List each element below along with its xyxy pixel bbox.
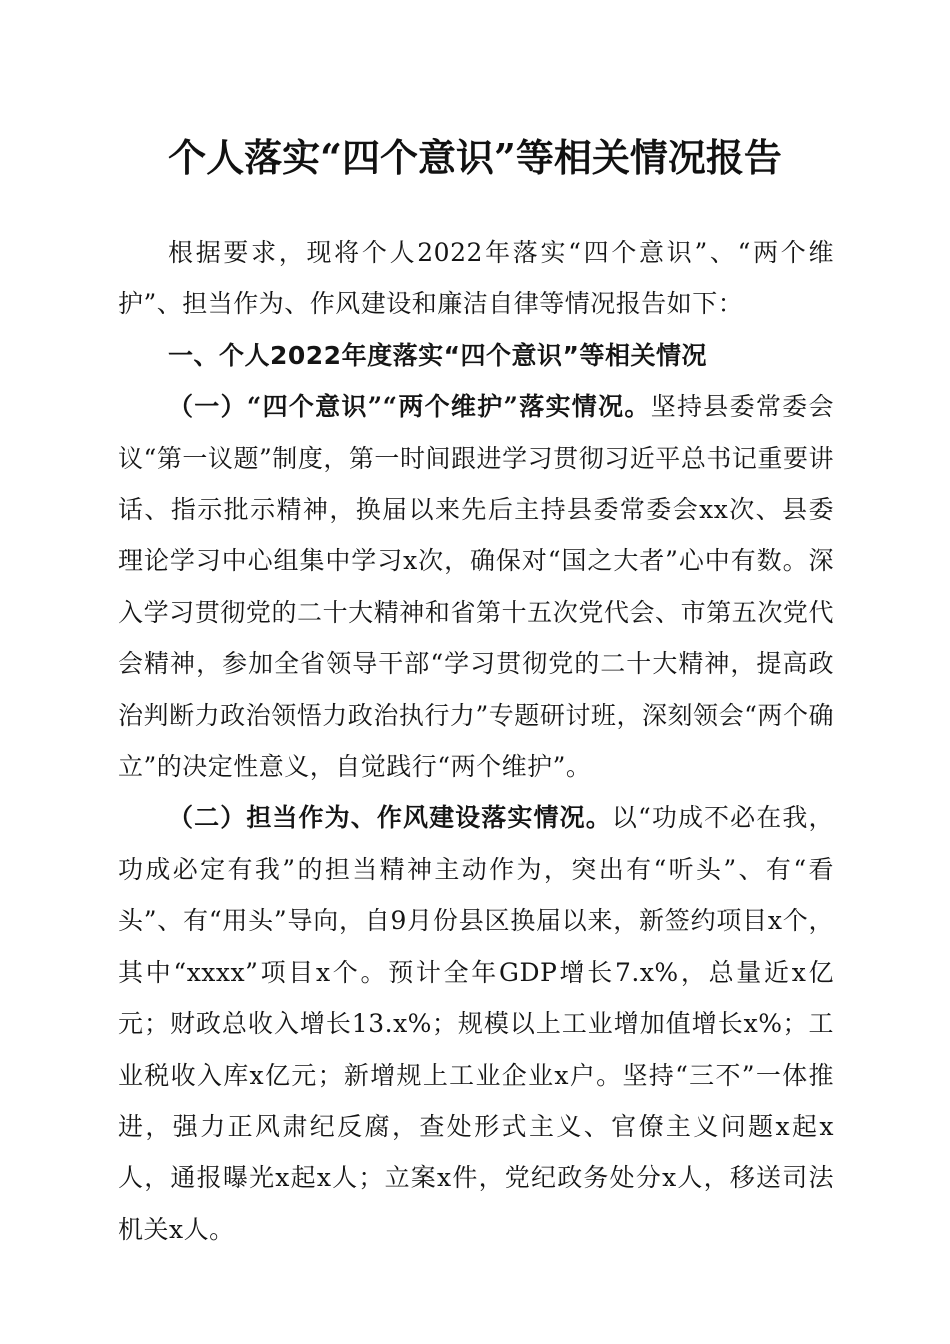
- paragraph-1: [118, 381, 834, 792]
- paragraph-2-lead: （二）担当作为、作风建设落实情况。: [168, 803, 612, 833]
- section-heading-1: 一、个人2022年度落实“四个意识”等相关情况: [168, 340, 707, 370]
- document-body: [118, 227, 834, 1255]
- paragraph-2: [118, 792, 834, 1255]
- paragraph-2-body: 以“功成不必在我，功成必定有我”的担当精神主动作为，突出有“听头”、有“看头”、有“用头”导向，自9月份县区换届以来，新签约项目x个，其中“xxxx”项目x个。预计全年GDP增长7.x%，总量近x亿元；财政总收入增长13.x%；规模以上工业增加值增长x%；工业税收入库x亿元；新增规上工业企业x户。坚持“三不”一体推进，强力正风肃纪反腐，查处形式主义、官僚主义问题x起x人，通报曝光x起x人；立案x件，党纪政务处分x人，移送司法机关x人。: [118, 803, 834, 1244]
- document-title: 个人落实“四个意识”等相关情况报告: [168, 135, 782, 180]
- paragraph-1-lead: （一）“四个意识”“两个维护”落实情况。: [168, 392, 651, 422]
- intro-paragraph: 根据要求，现将个人2022年落实“四个意识”、“两个维护”、担当作为、作风建设和廉洁自律等情况报告如下：: [118, 238, 834, 319]
- paragraph-1-body: 坚持县委常委会议“第一议题”制度，第一时间跟进学习贯彻习近平总书记重要讲话、指示批示精神，换届以来先后主持县委常委会xx次、县委理论学习中心组集中学习x次，确保对“国之大者”心中有数。深入学习贯彻党的二十大精神和省第十五次党代会、市第五次党代会精神，参加全省领导干部“学习贯彻党的二十大精神，提高政治判断力政治领悟力政治执行力”专题研讨班，深刻领会“两个确立”的决定性意义，自觉践行“两个维护”。: [118, 392, 834, 782]
